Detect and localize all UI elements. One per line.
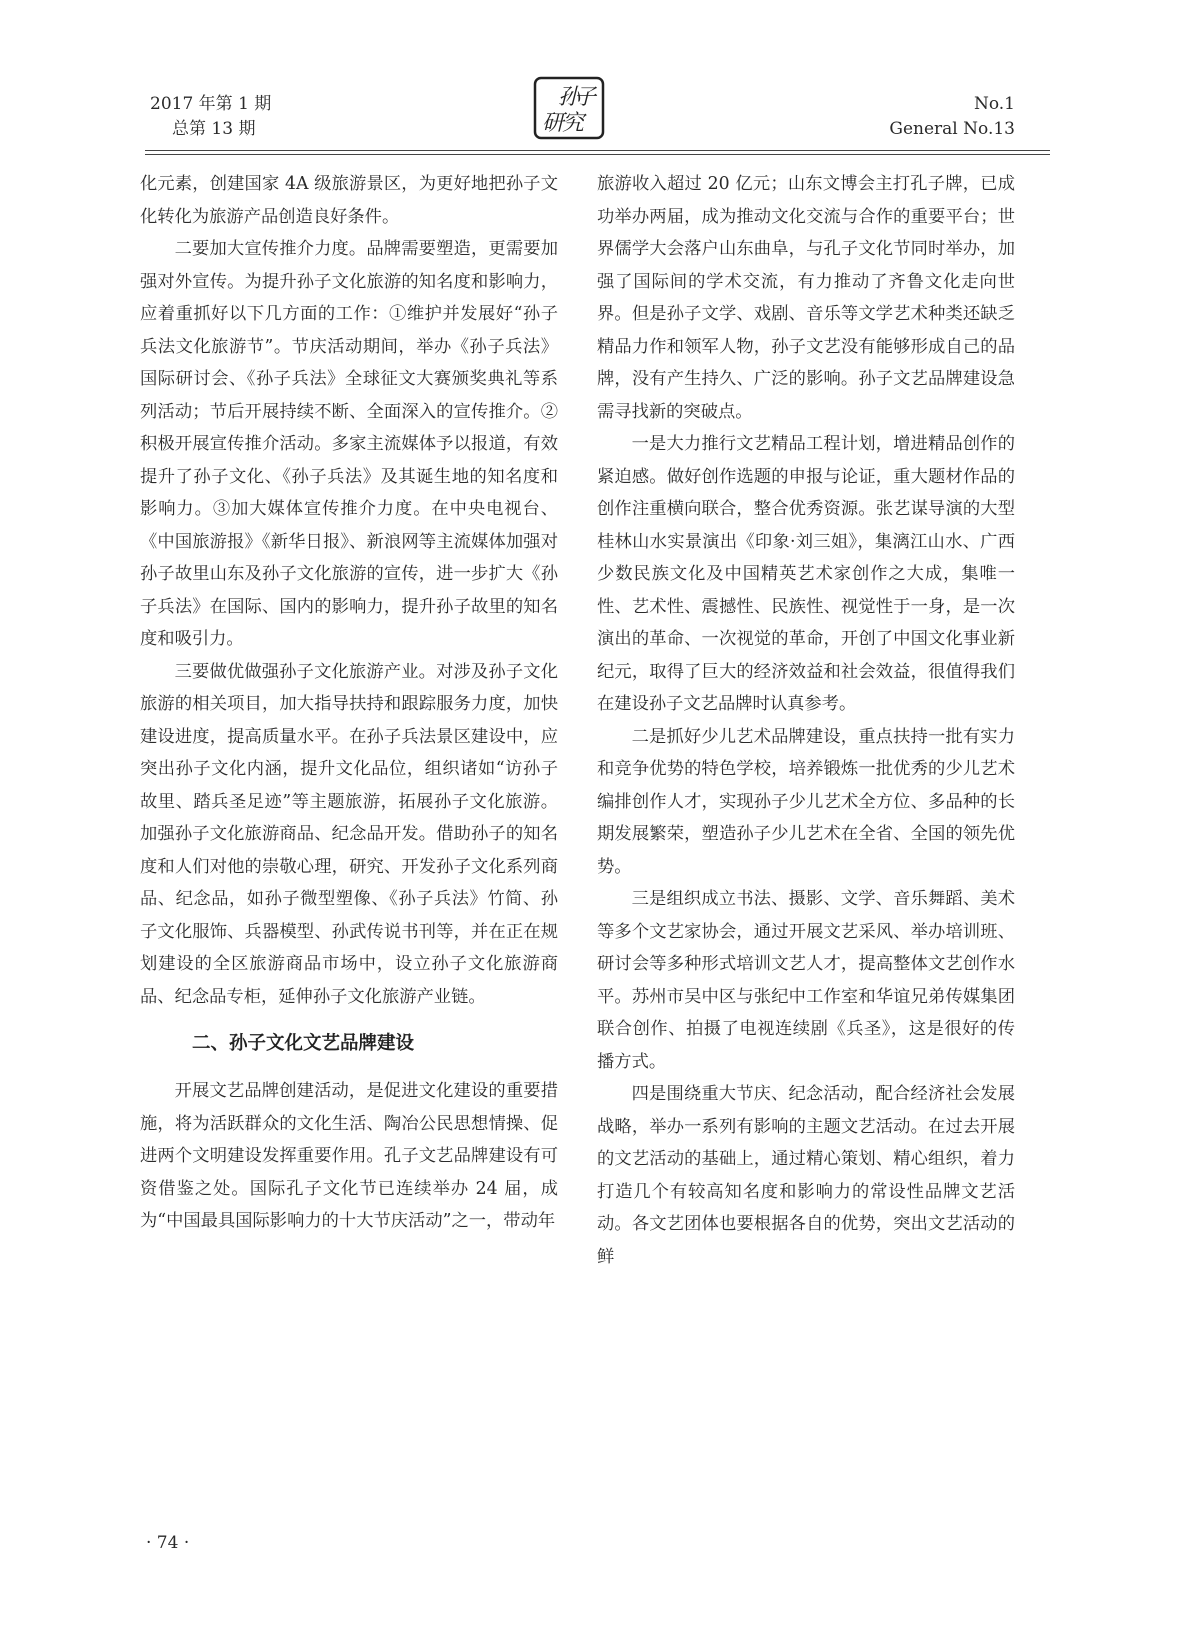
issue-number-en: No.1	[973, 94, 1015, 114]
logo-char-4: 究	[561, 111, 585, 136]
total-issue-label: 总第 13 期	[172, 119, 256, 139]
right-paragraph-2: 一是大力推行文艺精品工程计划，增进精品创作的紧迫感。做好创作选题的申报与论证，重大题材作品的创作注重横向联合，整合优秀资源。张艺谋导演的大型桂林山水实景演出《印象·刘三姐》，集漓江山水、广西少数民族文化及中国精英艺术家创作之大成，集唯一性、艺术性、震撼性、民族性、视觉性于一身，是一次演出的革命、一次视觉的革命，开创了中国文化事业新纪元，取得了巨大的经济效益和社会效益，很值得我们在建设孙子文艺品牌时认真参考。	[597, 434, 1015, 714]
right-column	[597, 168, 1015, 1273]
left-column	[140, 168, 558, 1238]
logo-char-3: 研	[541, 111, 565, 136]
journal-number-header	[889, 92, 1015, 142]
left-paragraph-3: 三要做优做强孙子文化旅游产业。对涉及孙子文化旅游的相关项目，加大指导扶持和跟踪服务力度，加快建设进度，提高质量水平。在孙子兵法景区建设中，应突出孙子文化内涵，提升文化品位，组织诸如“访孙子故里、踏兵圣足迹”等主题旅游，拓展孙子文化旅游。加强孙子文化旅游商品、纪念品开发。借助孙子的知名度和人们对他的崇敬心理，研究、开发孙子文化系列商品、纪念品，如孙子微型塑像、《孙子兵法》竹简、孙子文化服饰、兵器模型、孙武传说书刊等，并在正在规划建设的全区旅游商品市场中，设立孙子文化旅游商品、纪念品专柜，延伸孙子文化旅游产业链。	[140, 661, 558, 1007]
logo-char-2: 子	[573, 85, 597, 110]
right-paragraph-5: 四是围绕重大节庆、纪念活动，配合经济社会发展战略，举办一系列有影响的主题文艺活动。在过去开展的文艺活动的基础上，通过精心策划、精心组织，着力打造几个有较高知名度和影响力的常设性品牌文艺活动。各文艺团体也要根据各自的优势，突出文艺活动的鲜	[597, 1084, 1015, 1267]
left-paragraph-4: 开展文艺品牌创建活动，是促进文化建设的重要措施，将为活跃群众的文化生活、陶冶公民思想情操、促进两个文明建设发挥重要作用。孔子文艺品牌建设有可资借鉴之处。国际孔子文化节已连续举办 24 届，成为“中国最具国际影响力的十大节庆活动”之一，带动年	[140, 1081, 558, 1231]
journal-issue-header	[150, 92, 271, 142]
section-heading: 二、孙子文化文艺品牌建设	[192, 1033, 415, 1054]
logo-char-1: 孙	[557, 85, 581, 110]
right-paragraph-1: 旅游收入超过 20 亿元；山东文博会主打孔子牌，已成功举办两届，成为推动文化交流与合作的重要平台；世界儒学大会落户山东曲阜，与孔子文化节同时举办，加强了国际间的学术交流，有力推动了齐鲁文化走向世界。但是孙子文学、戏剧、音乐等文学艺术种类还缺乏精品力作和领军人物，孙子文艺没有能够形成自己的品牌，没有产生持久、广泛的影响。孙子文艺品牌建设急需寻找新的突破点。	[597, 174, 1015, 422]
left-paragraph-2: 二要加大宣传推介力度。品牌需要塑造，更需要加强对外宣传。为提升孙子文化旅游的知名度和影响力，应着重抓好以下几方面的工作：①维护并发展好“孙子兵法文化旅游节”。节庆活动期间，举办《孙子兵法》国际研讨会、《孙子兵法》全球征文大赛颁奖典礼等系列活动；节后开展持续不断、全面深入的宣传推介。②积极开展宣传推介活动。多家主流媒体予以报道，有效提升了孙子文化、《孙子兵法》及其诞生地的知名度和影响力。③加大媒体宣传推介力度。在中央电视台、《中国旅游报》《新华日报》、新浪网等主流媒体加强对孙子故里山东及孙子文化旅游的宣传，进一步扩大《孙子兵法》在国际、国内的影响力，提升孙子故里的知名度和吸引力。	[140, 239, 558, 649]
right-paragraph-3: 二是抓好少儿艺术品牌建设，重点扶持一批有实力和竞争优势的特色学校，培养锻炼一批优秀的少儿艺术编排创作人才，实现孙子少儿艺术全方位、多品种的长期发展繁荣，塑造孙子少儿艺术在全省、全国的领先优势。	[597, 726, 1015, 877]
general-number-en: General No.13	[889, 119, 1015, 139]
header-rule-top	[145, 150, 1050, 151]
right-paragraph-4: 三是组织成立书法、摄影、文学、音乐舞蹈、美术等多个文艺家协会，通过开展文艺采风、举办培训班、研讨会等多种形式培训文艺人才，提高整体文艺创作水平。苏州市吴中区与张纪中工作室和华谊兄弟传媒集团联合创作、拍摄了电视连续剧《兵圣》，这是很好的传播方式。	[597, 889, 1015, 1072]
issue-label: 2017 年第 1 期	[150, 94, 272, 114]
page-number: · 74 ·	[146, 1533, 190, 1553]
journal-logo	[533, 76, 605, 140]
left-paragraph-1: 化元素，创建国家 4A 级旅游景区，为更好地把孙子文化转化为旅游产品创造良好条件。	[140, 174, 558, 227]
header-rule-bottom	[145, 154, 1050, 155]
